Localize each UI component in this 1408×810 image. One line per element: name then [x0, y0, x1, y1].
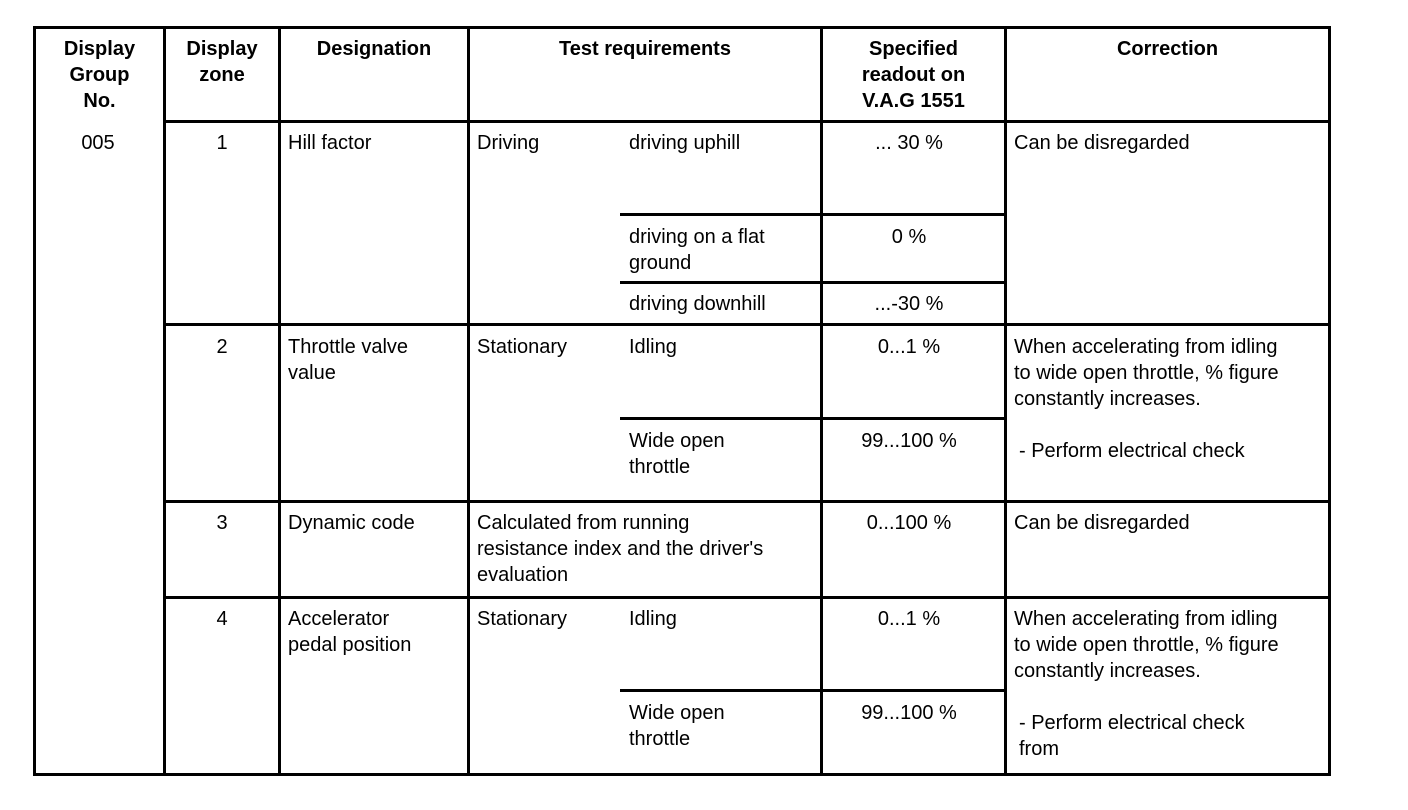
- header-display-zone: Display zone: [186, 38, 258, 86]
- zone-correction-step: - Perform electrical check: [1019, 440, 1245, 462]
- specified-readout: ...-30 %: [874, 293, 944, 315]
- table-border-right: [1328, 26, 1331, 776]
- zone-designation: Throttle valve value: [288, 336, 409, 384]
- zone-designation: Accelerator pedal position: [288, 608, 412, 656]
- row-divider: [163, 323, 1331, 326]
- table-border-bottom: [33, 773, 1331, 776]
- zone-condition: Stationary: [477, 608, 568, 630]
- row-divider: [163, 596, 1331, 599]
- zone-condition: Driving: [477, 132, 540, 154]
- zone-number: 1: [216, 132, 228, 154]
- test-requirement: Wide open throttle: [629, 430, 725, 478]
- column-divider: [278, 26, 281, 776]
- row-divider: [163, 500, 1331, 503]
- zone-number: 2: [216, 336, 228, 358]
- zone-correction-step: - Perform electrical check from: [1019, 712, 1245, 760]
- row-divider: [163, 120, 1331, 123]
- zone-correction: When accelerating from idling to wide open throttle, % figure constantly increases.: [1014, 336, 1279, 410]
- table-border-top: [33, 26, 1331, 29]
- specified-readout: ... 30 %: [875, 132, 943, 154]
- specified-readout: 0...1 %: [877, 336, 941, 358]
- zone-designation: Dynamic code: [288, 512, 415, 534]
- test-requirement: driving on a flat ground: [629, 226, 765, 274]
- test-requirement: driving downhill: [629, 293, 766, 315]
- zone-correction: Can be disregarded: [1014, 512, 1190, 534]
- zone-correction: When accelerating from idling to wide open throttle, % figure constantly increases.: [1014, 608, 1279, 682]
- header-correction: Correction: [1116, 38, 1219, 60]
- zone-condition: Stationary: [477, 336, 568, 358]
- zone-number: 3: [216, 512, 228, 534]
- header-designation: Designation: [316, 38, 432, 60]
- test-requirement: Idling: [629, 608, 677, 630]
- test-requirement: Idling: [629, 336, 677, 358]
- zone-number: 4: [216, 608, 228, 630]
- column-divider: [1004, 26, 1007, 776]
- header-specified-readout: Specified readout on V.A.G 1551: [861, 38, 966, 112]
- subrow-divider: [620, 417, 1006, 420]
- column-divider: [467, 26, 470, 776]
- subrow-divider: [620, 281, 1006, 284]
- subrow-divider: [620, 213, 1006, 216]
- zone-designation: Hill factor: [288, 132, 372, 154]
- specified-readout: 99...100 %: [861, 430, 957, 452]
- header-display-group: Display Group No.: [63, 38, 136, 112]
- zone-condition: Calculated from running resistance index and the driver's evaluation: [477, 512, 764, 586]
- display-group-number: 005: [81, 132, 115, 154]
- specified-readout: 0 %: [891, 226, 927, 248]
- test-requirement: Wide open throttle: [629, 702, 725, 750]
- specified-readout: 0...100 %: [866, 512, 952, 534]
- specified-readout: 99...100 %: [861, 702, 957, 724]
- zone-correction: Can be disregarded: [1014, 132, 1190, 154]
- specified-readout: 0...1 %: [877, 608, 941, 630]
- test-requirement: driving uphill: [629, 132, 741, 154]
- subrow-divider: [620, 689, 1006, 692]
- header-test-requirements: Test requirements: [559, 38, 731, 60]
